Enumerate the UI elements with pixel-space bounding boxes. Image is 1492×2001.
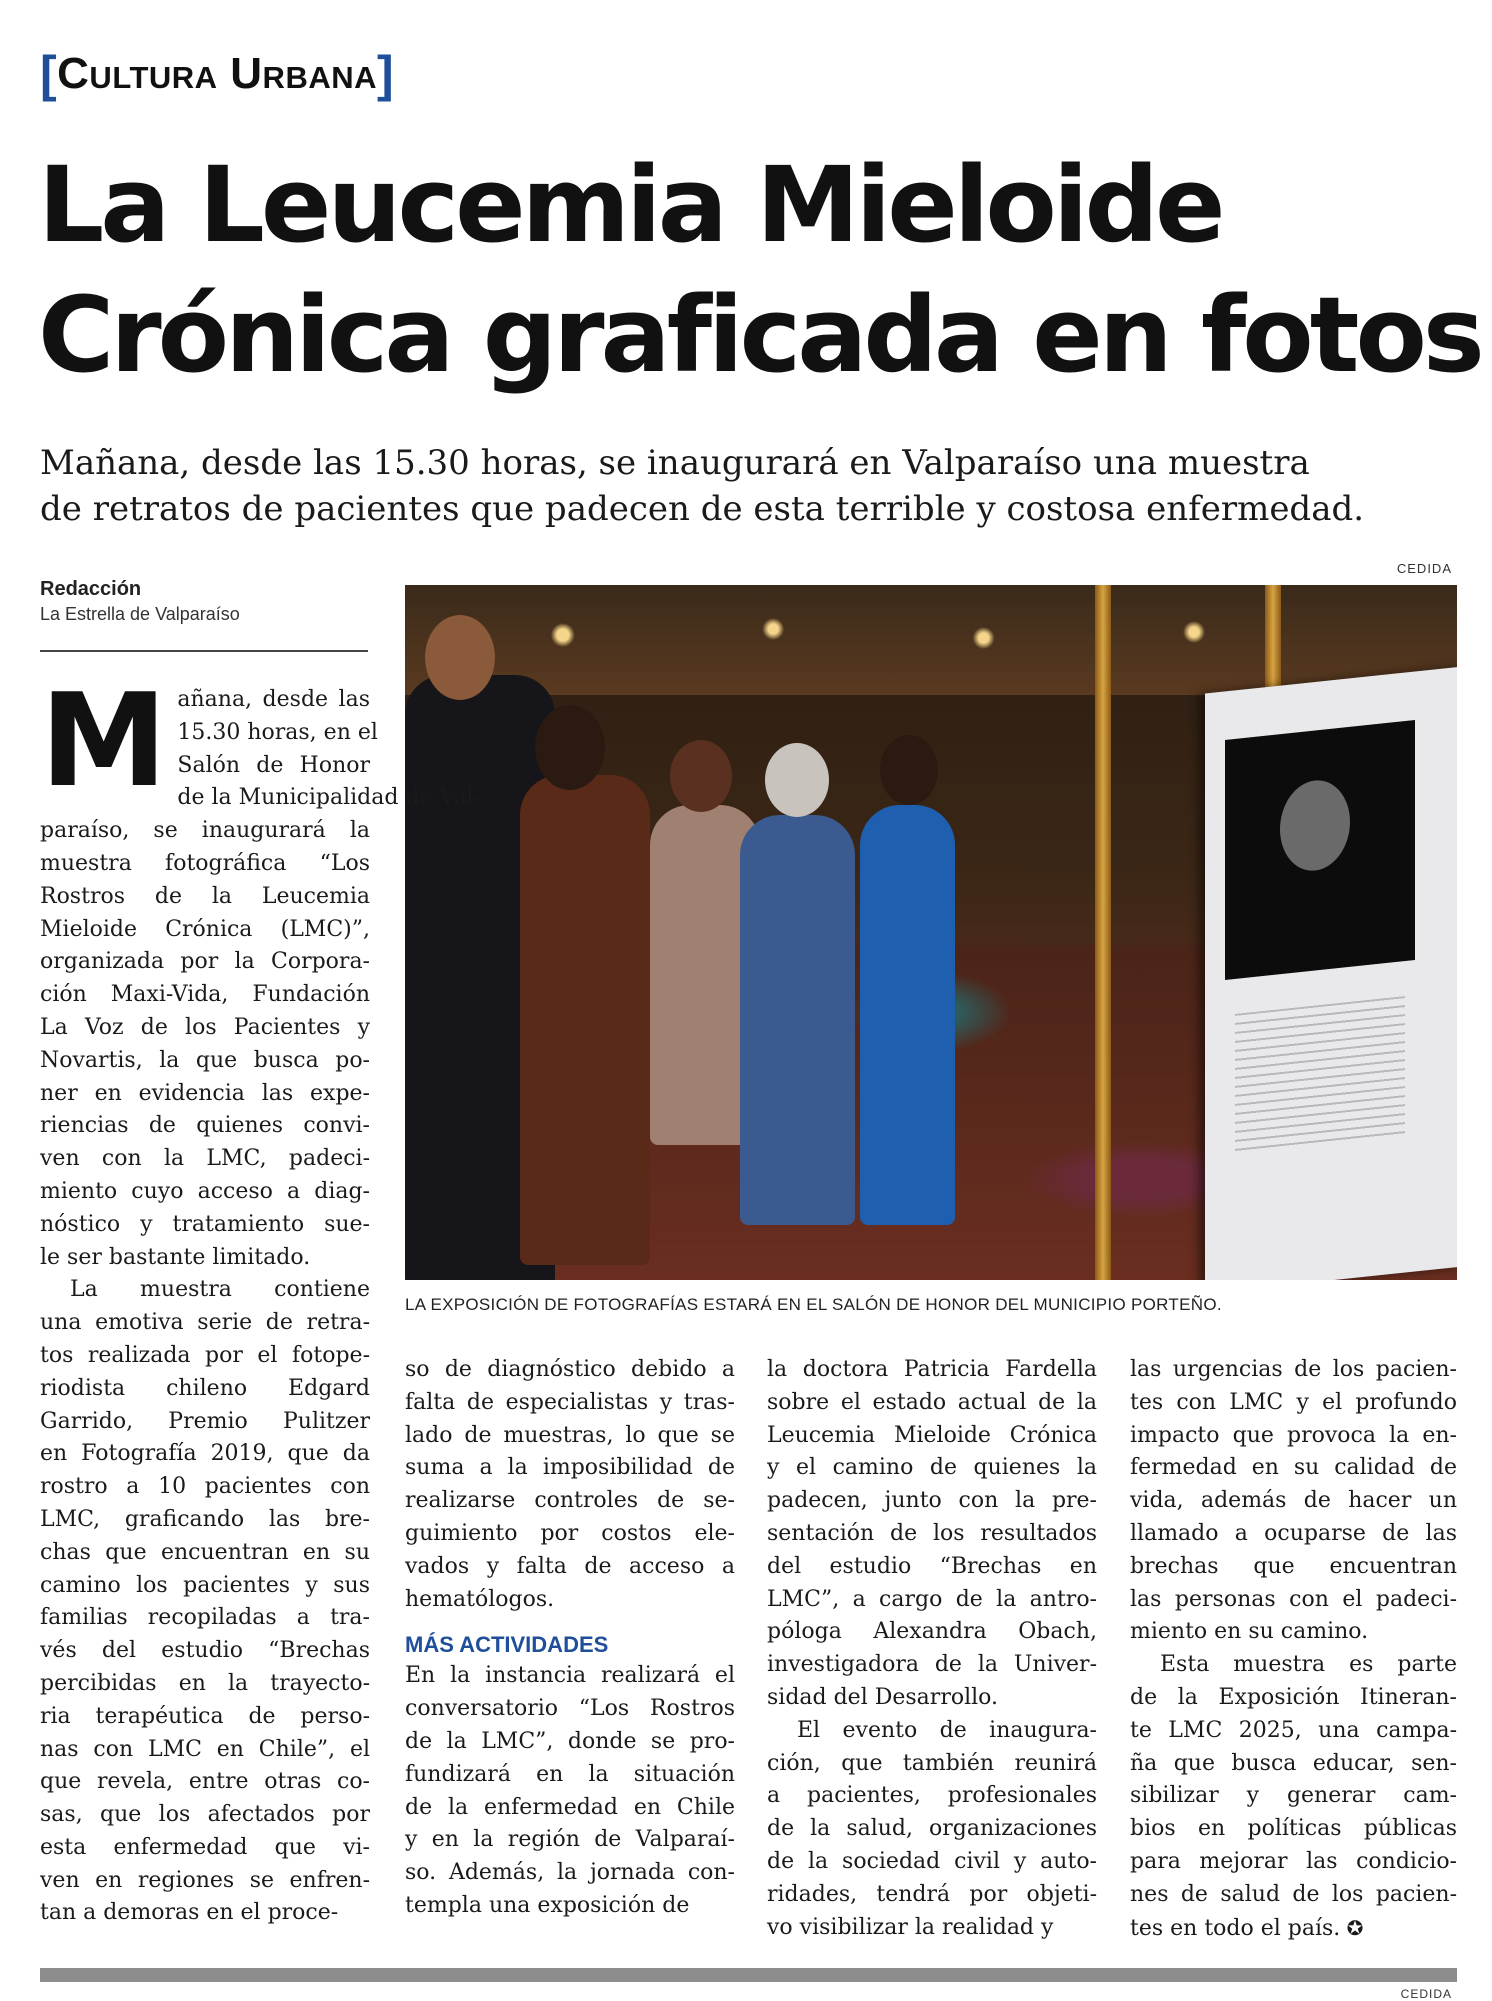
body-text-line: de la sociedad civil y auto- — [767, 1848, 1097, 1874]
photo-display-portrait — [1225, 720, 1415, 980]
body-text-line: de la Municipalidad de Val- — [177, 785, 481, 811]
body-text-line: ña que busca educar, sen- — [1130, 1750, 1457, 1776]
body-text-line: llamado a ocuparse de las — [1130, 1520, 1457, 1546]
body-text-line: El evento de inaugura- — [797, 1717, 1097, 1743]
body-text-line: Garrido, Premio Pulitzer — [40, 1408, 370, 1434]
photo-person-head — [765, 743, 829, 817]
body-text-line: las urgencias de los pacien- — [1130, 1357, 1457, 1382]
col1-paragraph-2 — [40, 1274, 370, 1930]
drop-cap: M — [40, 667, 168, 816]
body-text-line: y en la región de Valparaí- — [405, 1827, 735, 1853]
body-text-line: lado de muestras, lo que se — [405, 1422, 735, 1448]
body-text-line: guimiento por costos ele- — [405, 1520, 735, 1546]
photo-person-head — [880, 735, 938, 805]
article-column-2 — [405, 1354, 735, 1923]
body-text-line: de la Exposición Itineran- — [1130, 1684, 1457, 1710]
article-column-4 — [1130, 1354, 1457, 1945]
col4-paragraph-1 — [1130, 1354, 1457, 1649]
body-text-line: La Voz de los Pacientes y — [40, 1014, 370, 1040]
photo-portrait-face — [1280, 777, 1350, 874]
headline — [38, 140, 1481, 400]
article-photo — [405, 585, 1457, 1280]
body-text-line: ción Maxi-Vida, Fundación — [40, 982, 370, 1008]
col4-paragraph-2 — [1130, 1649, 1457, 1945]
body-text-line: hematólogos. — [405, 1586, 555, 1612]
body-text-line: Leucemia Mieloide Crónica — [767, 1422, 1097, 1448]
deck-line-1: Mañana, desde las 15.30 horas, se inaugurará en Valparaíso una muestra — [40, 443, 1310, 483]
body-text-line: percibidas en la trayecto- — [40, 1670, 370, 1696]
body-text-line: so de diagnóstico debido a — [405, 1357, 735, 1382]
subheading: MÁS ACTIVIDADES — [405, 1632, 609, 1658]
body-text-line: Novartis, la que busca po- — [40, 1047, 370, 1073]
body-text-line: ner en evidencia las expe- — [40, 1080, 370, 1106]
body-text-line: una emotiva serie de retra- — [40, 1310, 370, 1336]
body-text-line: riencias de quienes convi- — [40, 1113, 370, 1139]
photo-person-head — [670, 740, 732, 812]
photo-credit: CEDIDA — [1396, 561, 1452, 576]
body-text-line: templa una exposición de — [405, 1892, 690, 1918]
col3-paragraph-2 — [767, 1715, 1097, 1945]
article-column-3 — [767, 1354, 1097, 1944]
body-text-line: Rostros de la Leucemia — [40, 883, 370, 909]
photo-person — [520, 775, 650, 1265]
section-bracket-open: [ — [40, 46, 58, 102]
body-text-line: vo visibilizar la realidad y — [767, 1914, 1054, 1940]
body-text-line: le ser bastante limitado. — [40, 1244, 311, 1270]
body-text-line: te LMC 2025, una campa- — [1130, 1717, 1457, 1743]
body-text-line: sobre el estado actual de la — [767, 1389, 1097, 1415]
footer-credit: CEDIDA — [1400, 1987, 1452, 2001]
body-text-line: riodista chileno Edgard — [40, 1375, 370, 1401]
body-text-line: vados y falta de acceso a — [405, 1553, 735, 1579]
body-text-line: de la LMC”, donde se pro- — [405, 1728, 735, 1754]
col2-paragraph-2 — [405, 1660, 735, 1922]
byline — [40, 578, 370, 625]
body-text-line: paraíso, se inaugurará la — [40, 818, 370, 844]
body-text-line: camino los pacientes y sus — [40, 1572, 370, 1598]
photo-person-head — [535, 705, 605, 790]
section-label: Cultura Urbana — [57, 49, 377, 98]
body-text-line: organizada por la Corpora- — [40, 949, 370, 975]
body-text-line: LMC”, a cargo de la antro- — [767, 1586, 1097, 1612]
body-text-line: nas con LMC en Chile”, el — [40, 1736, 370, 1762]
body-text-line: conversatorio “Los Rostros — [405, 1696, 735, 1722]
photo-person-head — [425, 615, 495, 700]
body-text-line: ria terapéutica de perso- — [40, 1703, 370, 1729]
body-text-line: investigadora de la Univer- — [767, 1652, 1097, 1678]
deck-line-2: de retratos de pacientes que padecen de esta terrible y costosa enfermedad. — [40, 489, 1365, 529]
body-text-line: 15.30 horas, en el — [177, 719, 378, 745]
body-text-line: fundizará en la situación — [405, 1761, 735, 1787]
byline-author: Redacción — [40, 578, 142, 600]
body-text-line: Esta muestra es parte — [1160, 1652, 1457, 1678]
col2-paragraph-1 — [405, 1354, 735, 1616]
col3-paragraph-1 — [767, 1354, 1097, 1715]
body-text-line: tan a demoras en el proce- — [40, 1900, 339, 1926]
body-text-line: chas que encuentran en su — [40, 1539, 370, 1565]
body-text-line: En la instancia realizará el — [405, 1663, 735, 1689]
bottom-rule — [40, 1968, 1457, 1982]
body-text-line: la doctora Patricia Fardella — [767, 1357, 1097, 1382]
section-tag — [40, 42, 394, 106]
body-text-line: esta enfermedad que vi- — [40, 1834, 370, 1860]
body-text-line: en Fotografía 2019, que da — [40, 1441, 370, 1467]
body-text-line: familias recopiladas a tra- — [40, 1605, 370, 1631]
photo-person — [740, 815, 855, 1225]
body-text-line: nes de salud de los pacien- — [1130, 1881, 1457, 1907]
body-text-line: La muestra contiene — [70, 1277, 370, 1303]
headline-line-2: Crónica graficada en fotos — [38, 274, 1481, 396]
body-text-line: para mejorar las condicio- — [1130, 1848, 1457, 1874]
body-text-line: falta de especialistas y tras- — [405, 1389, 735, 1415]
deck — [40, 440, 1460, 532]
byline-outlet: La Estrella de Valparaíso — [40, 604, 240, 624]
body-text-line: del estudio “Brechas en — [767, 1553, 1097, 1579]
body-text-line: rostro a 10 pacientes con — [40, 1474, 370, 1500]
body-text-line: sas, que los afectados por — [40, 1802, 370, 1828]
body-text-line: vida, además de hacer un — [1130, 1488, 1457, 1514]
body-text-line: ción, que también reunirá — [767, 1750, 1097, 1776]
section-bracket-close: ] — [377, 46, 395, 102]
body-text-line: impacto que provoca la en- — [1130, 1422, 1457, 1448]
body-text-line: padecen, junto con la pre- — [767, 1488, 1097, 1514]
photo-caption: LA EXPOSICIÓN DE FOTOGRAFÍAS ESTARÁ EN EL SALÓN DE HONOR DEL MUNICIPIO PORTEÑO. — [405, 1295, 1222, 1314]
body-text-line: de la salud, organizaciones — [767, 1816, 1097, 1842]
body-text-line: ven con la LMC, padeci- — [40, 1146, 370, 1172]
body-text-line: nóstico y tratamiento sue- — [40, 1211, 370, 1237]
body-text-line: ridades, tendrá por objeti- — [767, 1881, 1097, 1907]
body-text-line: realizarse controles de se- — [405, 1488, 735, 1514]
body-text-line: las personas con el padeci- — [1130, 1586, 1457, 1612]
body-text-line: añana, desde las — [177, 687, 370, 712]
body-text-line: bios en políticas públicas — [1130, 1816, 1457, 1842]
byline-divider — [40, 650, 368, 652]
body-text-line: de la enfermedad en Chile — [405, 1794, 735, 1820]
body-text-line: tes en todo el país. ✪ — [1130, 1915, 1364, 1941]
body-text-line: a pacientes, profesionales — [767, 1783, 1097, 1809]
body-text-line: LMC, graficando las bre- — [40, 1506, 370, 1532]
photo-person — [860, 805, 955, 1225]
body-text-line: suma a la imposibilidad de — [405, 1455, 735, 1481]
body-text-line: Salón de Honor — [177, 752, 370, 778]
body-text-line: fermedad en su calidad de — [1130, 1455, 1457, 1481]
headline-line-1: La Leucemia Mieloide — [38, 144, 1222, 266]
body-text-line: tos realizada por el fotope- — [40, 1342, 370, 1368]
body-text-line: y el camino de quienes la — [767, 1455, 1097, 1481]
body-text-line: vés del estudio “Brechas — [40, 1638, 370, 1664]
photo-board-text — [1235, 996, 1405, 1154]
body-text-line: muestra fotográfica “Los — [40, 850, 370, 876]
photo-pillar — [1095, 585, 1111, 1280]
body-text-line: sentación de los resultados — [767, 1520, 1097, 1546]
end-mark-icon: ✪ — [1340, 1915, 1364, 1940]
body-text-line: que revela, entre otras co- — [40, 1769, 370, 1795]
photo-ceiling-lights — [405, 605, 1457, 665]
body-text-line: sibilizar y generar cam- — [1130, 1783, 1457, 1809]
body-text-line: tes con LMC y el profundo — [1130, 1389, 1457, 1415]
body-text-line: Mieloide Crónica (LMC)”, — [40, 916, 370, 942]
body-text-line: miento en su camino. — [1130, 1619, 1369, 1645]
body-text-line: so. Además, la jornada con- — [405, 1860, 735, 1886]
body-text-line: ven en regiones se enfren- — [40, 1867, 370, 1893]
body-text-line: póloga Alexandra Obach, — [767, 1619, 1097, 1645]
body-text-line: miento cuyo acceso a diag- — [40, 1178, 370, 1204]
body-text-line: sidad del Desarrollo. — [767, 1684, 998, 1710]
body-text-line: brechas que encuentran — [1130, 1553, 1457, 1579]
